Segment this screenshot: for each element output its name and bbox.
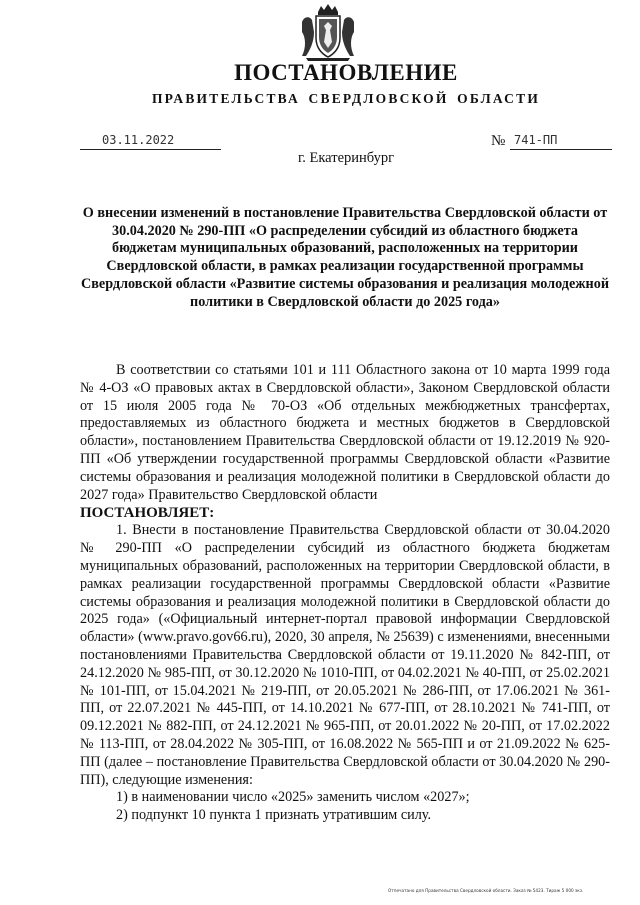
print-footer: Отпечатано для Правительства Свердловской области. Заказ № 5423. Тираж 5 000 экз. [388, 888, 584, 893]
coat-of-arms-icon [296, 2, 360, 62]
document-date: 03.11.2022 [80, 133, 221, 150]
city-name: г. Екатеринбург [297, 150, 395, 166]
point-1-paragraph: 1. Внести в постановление Правительства Свердловской области от 30.04.2020 № 290-ПП «О распределении субсидий из областного бюджета бюджетам муниципальных образований, расположенных на территории Свердловской области, в рамках реализации государственной программы Свердловской области «Развитие системы образования и реализация молодежной политики в Свердловской области до 2025 года» («Официальный интернет-портал правовой информации Свердловской области» (www.pravo.gov66.ru), 2020, 30 апреля, № 25639) с изменениями, внесенными постановлениями Правительства Свердловской области от 19.11.2020 № 842-ПП, от 24.12.2020 № 985-ПП, от 30.12.2020 № 1010-ПП, от 04.02.2021 № 40-ПП, от 25.02.2021 № 101-ПП, от 15.04.2021 № 219-ПП, от 20.05.2021 № 286-ПП, от 17.06.2021 № 361-ПП, от 22.07.2021 № 445-ПП, от 14.10.2021 № 677-ПП, от 28.10.2021 № 741-ПП, от 09.12.2021 № 882-ПП, от 24.12.2021 № 965-ПП, от 20.01.2022 № 20-ПП, от 17.02.2022 № 113-ПП, от 28.04.2022 № 305-ПП, от 16.08.2022 № 565-ПП и от 21.09.2022 № 625-ПП (далее – постановление Правительства Свердловской области от 30.04.2020 № 290-ПП), следующие изменения: [80, 522, 610, 788]
subpoint-1: 1) в наименовании число «2025» заменить числом «2027»; [116, 789, 470, 806]
document-body [80, 362, 610, 825]
subpoint-2: 2) подпункт 10 пункта 1 признать утратившим силу. [116, 807, 432, 824]
document-number: 741-ПП [510, 133, 612, 150]
preamble-paragraph: В соответствии со статьями 101 и 111 Областного закона от 10 марта 1999 года № 4-ОЗ «О правовых актах в Свердловской области», Законом Свердловской области от 15 июля 2005 года № 70-ОЗ «Об отдельных межбюджетных трансфертах, предоставляемых из областного бюджета и местных бюджетов в Свердловской области», постановлением Правительства Свердловской области от 19.12.2019 № 920-ПП «Об утверждении государственной программы Свердловской области «Развитие системы образования и реализация молодежной политики в Свердловской области до 2027 года» Правительство Свердловской области [80, 362, 610, 503]
document-title: ПОСТАНОВЛЕНИЕ [234, 60, 458, 85]
decree-keyword: ПОСТАНОВЛЯЕТ: [80, 505, 215, 522]
number-sign: № [491, 133, 506, 149]
document-heading: О внесении изменений в постановление Правительства Свердловской области от 30.04.2020 № 290-ПП «О распределении субсидий из областного бюджета бюджетам муниципальных образований, расположенных на территории Свердловской области, в рамках реализации государственной программы Свердловской области «Развитие системы образования и реализация молодежной политики в Свердловской области до 2025 года» [80, 205, 609, 310]
document-subtitle: ПРАВИТЕЛЬСТВА СВЕРДЛОВСКОЙ ОБЛАСТИ [151, 91, 541, 106]
